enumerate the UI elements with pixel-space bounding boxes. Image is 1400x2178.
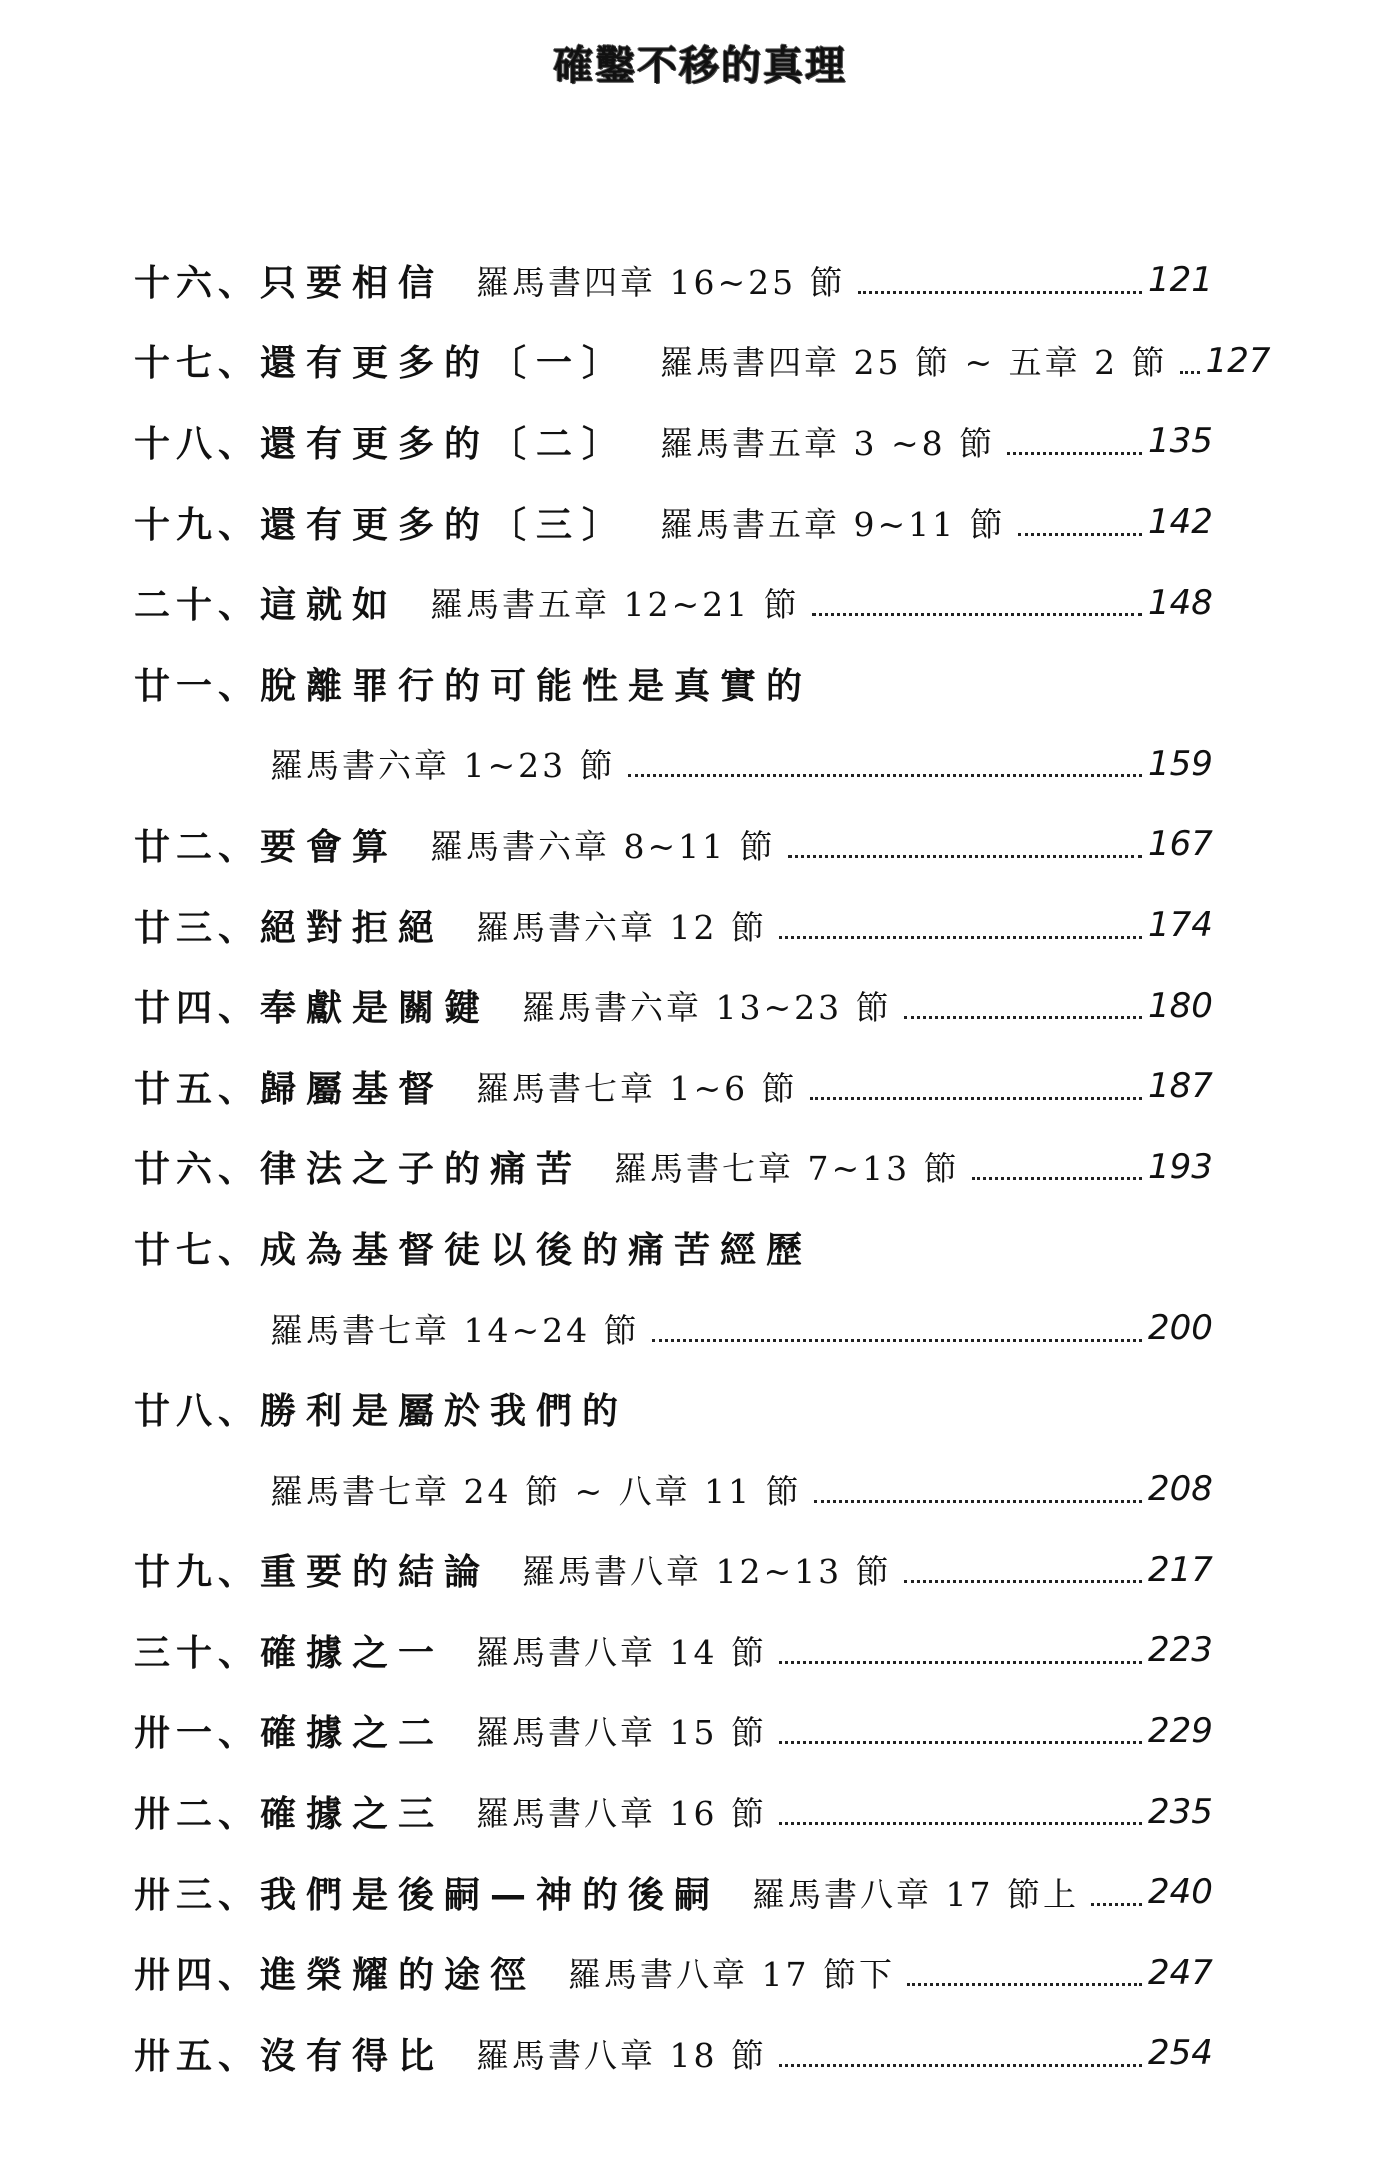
entry-title: 要會算 [260, 826, 399, 868]
entry-reference: 羅馬書四章 16~25 節 [476, 262, 846, 302]
toc-entry [134, 804, 1213, 885]
dot-leader [779, 2064, 1142, 2067]
entry-title: 確據之二 [260, 1713, 445, 1755]
dot-leader [858, 291, 1142, 294]
entry-title: 勝利是屬於我們的 [260, 1391, 629, 1433]
entry-title: 歸屬基督 [260, 1068, 445, 1110]
entry-title: 還有更多的〔二〕 [260, 423, 629, 465]
toc-entry [134, 562, 1213, 643]
entry-number: 卅五、 [134, 2035, 261, 2077]
entry-page: 247 [1148, 1952, 1213, 1993]
entry-number: 十六、 [134, 262, 261, 304]
entry-number: 廿一、 [134, 665, 261, 707]
page-header [0, 34, 1400, 91]
dot-leader [788, 855, 1142, 858]
entry-page: 180 [1148, 985, 1213, 1026]
toc-entry-continuation [134, 724, 1213, 805]
entry-reference: 羅馬書五章 12~21 節 [430, 585, 800, 625]
entry-page: 127 [1205, 340, 1271, 381]
toc-entry [134, 1127, 1213, 1208]
entry-number: 廿七、 [134, 1229, 261, 1271]
toc-entry [134, 1932, 1213, 2013]
entry-page: 229 [1148, 1710, 1213, 1751]
dot-leader [779, 1661, 1142, 1664]
toc-entry [134, 1691, 1213, 1772]
entry-title: 還有更多的〔一〕 [260, 343, 629, 385]
toc-entry [134, 321, 1271, 402]
entry-number: 廿六、 [134, 1149, 261, 1191]
dot-leader [1007, 452, 1142, 455]
entry-page: 235 [1148, 1791, 1213, 1832]
entry-title: 還有更多的〔三〕 [260, 504, 629, 546]
entry-title: 脫離罪行的可能性是真實的 [260, 665, 813, 707]
entry-number: 廿九、 [134, 1552, 261, 1594]
entry-page: 217 [1148, 1549, 1213, 1590]
dot-leader [652, 1339, 1142, 1342]
entry-number: 廿五、 [134, 1068, 261, 1110]
entry-reference: 羅馬書六章 1~23 節 [270, 746, 616, 786]
entry-reference: 羅馬書七章 14~24 節 [270, 1310, 640, 1350]
entry-title: 這就如 [260, 585, 399, 627]
entry-reference: 羅馬書五章 9~11 節 [660, 504, 1006, 544]
entry-title: 只要相信 [260, 262, 445, 304]
entry-reference: 羅馬書六章 12 節 [476, 907, 768, 947]
entry-reference: 羅馬書八章 17 節上 [752, 1874, 1080, 1914]
entry-number: 廿四、 [134, 988, 261, 1030]
entry-number: 卅一、 [134, 1713, 261, 1755]
toc-entry [134, 965, 1213, 1046]
entry-title: 確據之三 [260, 1794, 445, 1836]
entry-number: 廿八、 [134, 1391, 261, 1433]
entry-title: 成為基督徒以後的痛苦經歷 [260, 1229, 813, 1271]
entry-page: 159 [1148, 743, 1213, 784]
entry-number: 卅二、 [134, 1794, 261, 1836]
entry-reference: 羅馬書六章 8~11 節 [430, 826, 776, 866]
dot-leader [812, 613, 1142, 616]
entry-reference: 羅馬書八章 16 節 [476, 1794, 768, 1834]
toc-entry [134, 1046, 1213, 1127]
toc-entry [134, 885, 1213, 966]
entry-reference: 羅馬書八章 18 節 [476, 2035, 768, 2075]
entry-number: 十九、 [134, 504, 261, 546]
toc-entry-continuation [134, 1288, 1213, 1369]
entry-page: 223 [1148, 1630, 1213, 1671]
toc-entry [134, 1530, 1213, 1611]
table-of-contents [134, 240, 1271, 2094]
entry-title: 沒有得比 [260, 2035, 445, 2077]
entry-reference: 羅馬書八章 14 節 [476, 1632, 768, 1672]
toc-entry [134, 401, 1213, 482]
toc-entry [134, 1368, 1210, 1449]
entry-title: 確據之一 [260, 1632, 445, 1674]
entry-reference: 羅馬書五章 3 ~8 節 [660, 423, 996, 463]
entry-number: 廿二、 [134, 826, 261, 868]
dot-leader [1180, 371, 1200, 374]
toc-entry-continuation [134, 1449, 1213, 1530]
entry-reference: 羅馬書八章 17 節下 [568, 1955, 896, 1995]
entry-number: 廿三、 [134, 907, 261, 949]
entry-reference: 羅馬書七章 1~6 節 [476, 1068, 798, 1108]
toc-entry [134, 2013, 1213, 2094]
entry-reference: 羅馬書七章 7~13 節 [614, 1149, 960, 1189]
dot-leader [628, 774, 1142, 777]
entry-number: 十八、 [134, 423, 261, 465]
dot-leader [779, 936, 1142, 939]
entry-title: 我們是後嗣—神的後嗣 [260, 1874, 721, 1916]
entry-number: 卅三、 [134, 1874, 261, 1916]
entry-page: 135 [1148, 421, 1213, 462]
dot-leader [779, 1741, 1142, 1744]
toc-entry [134, 482, 1213, 563]
entry-title: 重要的結論 [260, 1552, 491, 1594]
toc-entry [134, 1852, 1213, 1933]
entry-reference: 羅馬書六章 13~23 節 [522, 988, 892, 1028]
toc-entry [134, 1207, 1210, 1288]
entry-title: 律法之子的痛苦 [260, 1149, 583, 1191]
entry-page: 174 [1148, 905, 1213, 946]
entry-page: 167 [1148, 824, 1213, 865]
entry-page: 254 [1148, 2033, 1213, 2074]
entry-page: 148 [1148, 582, 1213, 623]
entry-title: 絕對拒絕 [260, 907, 445, 949]
entry-title: 進榮耀的途徑 [260, 1955, 537, 1997]
entry-number: 二十、 [134, 585, 261, 627]
dot-leader [1018, 533, 1142, 536]
dot-leader [1091, 1903, 1142, 1906]
entry-page: 142 [1148, 502, 1213, 543]
book-title: 確鑿不移的真理 [553, 42, 847, 89]
entry-page: 208 [1148, 1469, 1213, 1510]
toc-entry [134, 1771, 1213, 1852]
entry-page: 187 [1148, 1066, 1213, 1107]
toc-entry [134, 643, 1210, 724]
entry-reference: 羅馬書四章 25 節 ~ 五章 2 節 [660, 343, 1168, 383]
dot-leader [810, 1097, 1142, 1100]
entry-number: 十七、 [134, 343, 261, 385]
entry-page: 200 [1148, 1308, 1213, 1349]
dot-leader [779, 1822, 1142, 1825]
dot-leader [904, 1016, 1142, 1019]
entry-reference: 羅馬書八章 15 節 [476, 1713, 768, 1753]
entry-page: 193 [1148, 1146, 1213, 1187]
dot-leader [972, 1177, 1142, 1180]
dot-leader [907, 1983, 1142, 1986]
entry-title: 奉獻是關鍵 [260, 988, 491, 1030]
entry-number: 卅四、 [134, 1955, 261, 1997]
dot-leader [904, 1580, 1142, 1583]
dot-leader [814, 1500, 1142, 1503]
entry-number: 三十、 [134, 1632, 261, 1674]
toc-entry [134, 1610, 1213, 1691]
entry-reference: 羅馬書八章 12~13 節 [522, 1552, 892, 1592]
toc-entry [134, 240, 1213, 321]
entry-page: 240 [1148, 1872, 1213, 1913]
entry-page: 121 [1148, 260, 1213, 301]
entry-reference: 羅馬書七章 24 節 ~ 八章 11 節 [270, 1471, 802, 1511]
